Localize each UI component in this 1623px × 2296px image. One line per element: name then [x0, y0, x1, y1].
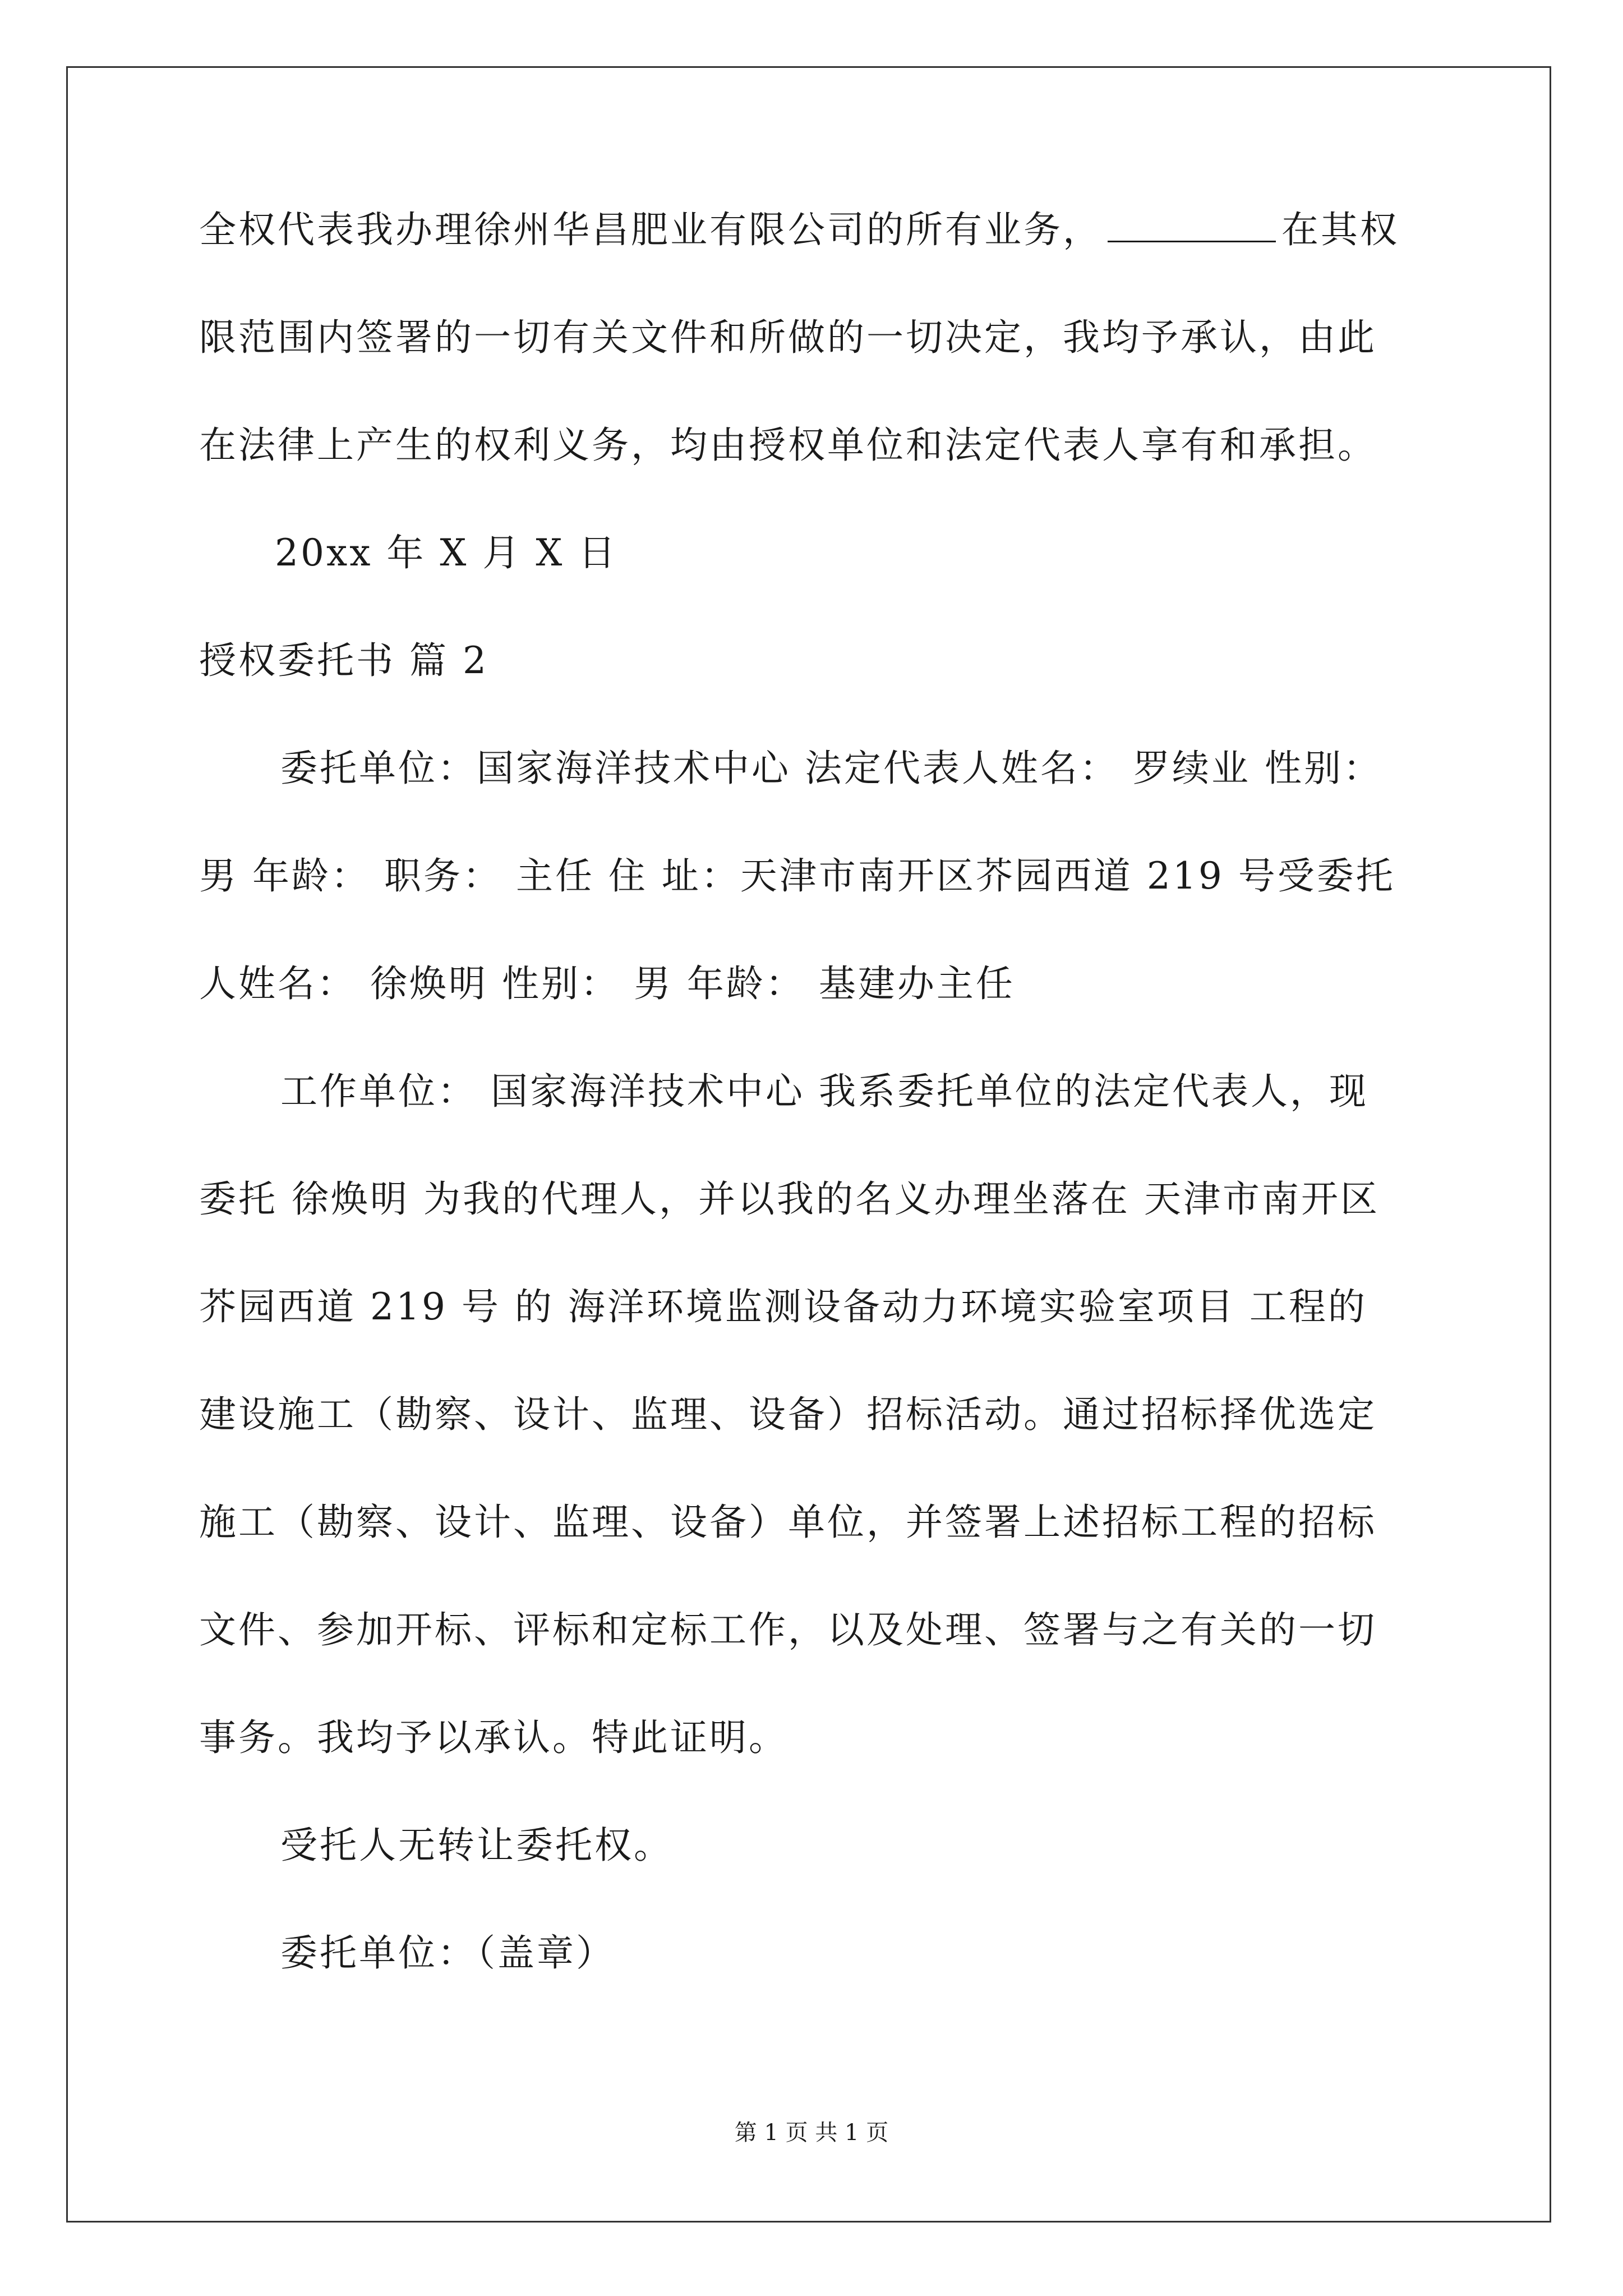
paragraph-1-line-2: 限范围内签署的一切有关文件和所做的一切决定，我均予承认，由此	[199, 316, 1377, 359]
date-line: 20xx 年 X 月 X 日	[275, 531, 618, 574]
blank-underline	[1108, 207, 1276, 242]
paragraph-3-line-3: 芥园西道 219 号 的 海洋环境监测设备动力环境实验室项目 工程的	[199, 1285, 1367, 1328]
section-title: 授权委托书 篇 2	[199, 639, 488, 682]
paragraph-3-line-1: 工作单位： 国家海洋技术中心 我系委托单位的法定代表人，现	[280, 1070, 1368, 1113]
paragraph-1-line-3: 在法律上产生的权利义务，均由授权单位和法定代表人享有和承担。	[199, 424, 1377, 467]
paragraph-1-line-1-tail: 在其权	[1281, 208, 1399, 251]
paragraph-1-line-1	[199, 202, 1399, 258]
paragraph-3-line-6: 文件、参加开标、评标和定标工作，以及处理、签署与之有关的一切	[199, 1608, 1377, 1651]
paragraph-3-line-5: 施工（勘察、设计、监理、设备）单位，并签署上述招标工程的招标	[199, 1501, 1377, 1544]
paragraph-3-line-4: 建设施工（勘察、设计、监理、设备）招标活动。通过招标择优选定	[199, 1393, 1377, 1436]
no-transfer-statement: 受托人无转让委托权。	[280, 1824, 673, 1867]
paragraph-2-line-1: 委托单位：国家海洋技术中心 法定代表人姓名： 罗续业 性别：	[280, 747, 1382, 790]
paragraph-1-line-1-text: 全权代表我办理徐州华昌肥业有限公司的所有业务，	[199, 208, 1102, 251]
paragraph-3-line-7: 事务。我均予以承认。特此证明。	[199, 1716, 788, 1759]
paragraph-3-line-2: 委托 徐焕明 为我的代理人，并以我的名义办理坐落在 天津市南开区	[199, 1177, 1380, 1221]
page-footer: 第 1 页 共 1 页	[734, 2120, 889, 2146]
paragraph-2-line-3: 人姓名： 徐焕明 性别： 男 年龄： 基建办主任	[199, 962, 1015, 1005]
page-border	[66, 66, 1551, 2223]
stamp-line: 委托单位：（盖章）	[280, 1931, 615, 1975]
paragraph-2-line-2: 男 年龄： 职务： 主任 住 址：天津市南开区芥园西道 219 号受委托	[199, 854, 1395, 898]
